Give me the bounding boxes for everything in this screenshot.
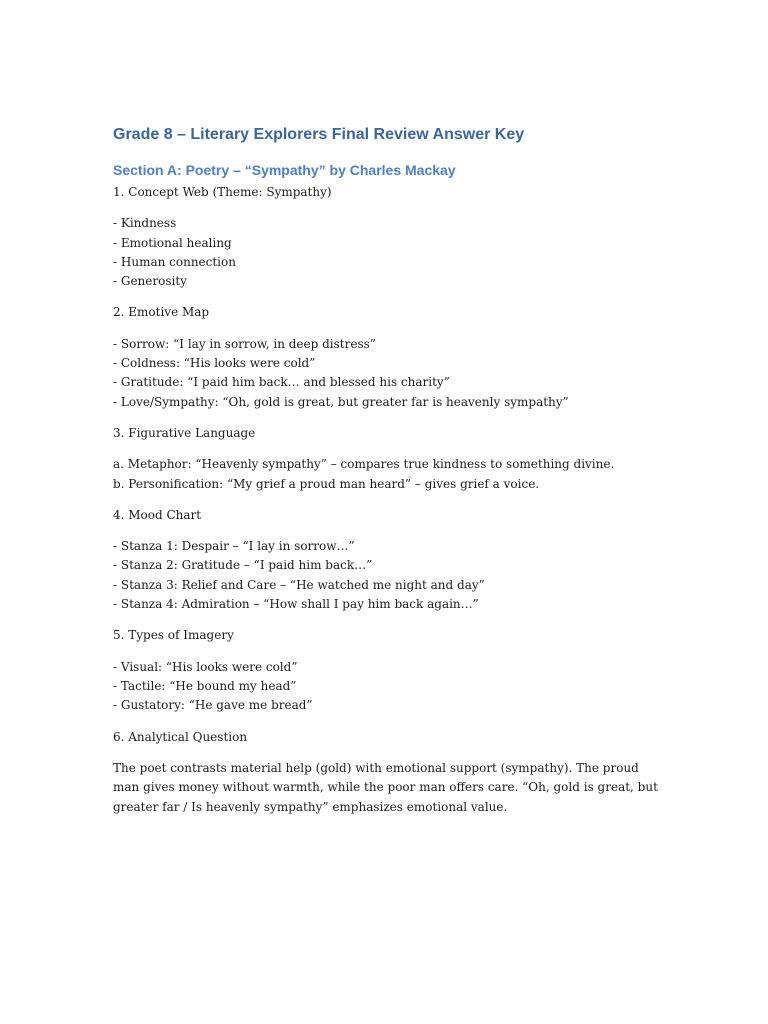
list-item: - Stanza 1: Despair – “I lay in sorrow…” — [113, 539, 355, 554]
question-4 — [113, 506, 673, 614]
question-1-items — [113, 214, 673, 291]
list-item: - Love/Sympathy: “Oh, gold is great, but greater far is heavenly sympathy” — [113, 394, 569, 409]
list-item: - Tactile: “He bound my head” — [113, 678, 297, 693]
list-item: - Sorrow: “I lay in sorrow, in deep distress” — [113, 336, 376, 351]
list-item: - Human connection — [113, 254, 236, 269]
list-item: - Kindness — [113, 216, 177, 231]
question-6 — [113, 728, 673, 818]
list-item: - Generosity — [113, 274, 187, 289]
question-1-heading: 1. Concept Web (Theme: Sympathy) — [113, 185, 332, 199]
question-3 — [113, 424, 673, 494]
question-5-items — [113, 658, 673, 716]
document-title: Grade 8 – Literary Explorers Final Review Answer Key — [113, 126, 525, 143]
question-1 — [113, 183, 673, 291]
question-5-heading: 5. Types of Imagery — [113, 628, 234, 643]
question-3-items — [113, 455, 673, 494]
question-6-heading: 6. Analytical Question — [113, 729, 248, 744]
question-4-items — [113, 537, 673, 614]
question-2-items — [113, 335, 673, 412]
question-2-heading: 2. Emotive Map — [113, 305, 210, 320]
question-6-answer: The poet contrasts material help (gold) with emotional support (sympathy). The proud man gives money without warmth, while the poor man offers care. “Oh, gold is great, but greater far / Is heavenly sympathy” emphasizes emotional value. — [113, 760, 658, 814]
section-a-heading: Section A: Poetry – “Sympathy” by Charles Mackay — [113, 162, 456, 178]
question-3-heading: 3. Figurative Language — [113, 425, 256, 440]
list-item: b. Personification: “My grief a proud man heard” – gives grief a voice. — [113, 476, 540, 491]
list-item: - Emotional healing — [113, 235, 232, 250]
question-2 — [113, 303, 673, 411]
question-5 — [113, 626, 673, 715]
list-item: - Gustatory: “He gave me bread” — [113, 698, 313, 713]
list-item: - Coldness: “His looks were cold” — [113, 356, 316, 371]
list-item: a. Metaphor: “Heavenly sympathy” – compares true kindness to something divine. — [113, 457, 615, 472]
document-content — [113, 124, 673, 817]
list-item: - Visual: “His looks were cold” — [113, 659, 298, 674]
list-item: - Stanza 3: Relief and Care – “He watched me night and day” — [113, 577, 485, 592]
list-item: - Gratitude: “I paid him back… and blessed his charity” — [113, 375, 450, 390]
question-4-heading: 4. Mood Chart — [113, 507, 202, 522]
list-item: - Stanza 4: Admiration – “How shall I pay him back again…” — [113, 597, 479, 612]
list-item: - Stanza 2: Gratitude – “I paid him back…” — [113, 558, 373, 573]
